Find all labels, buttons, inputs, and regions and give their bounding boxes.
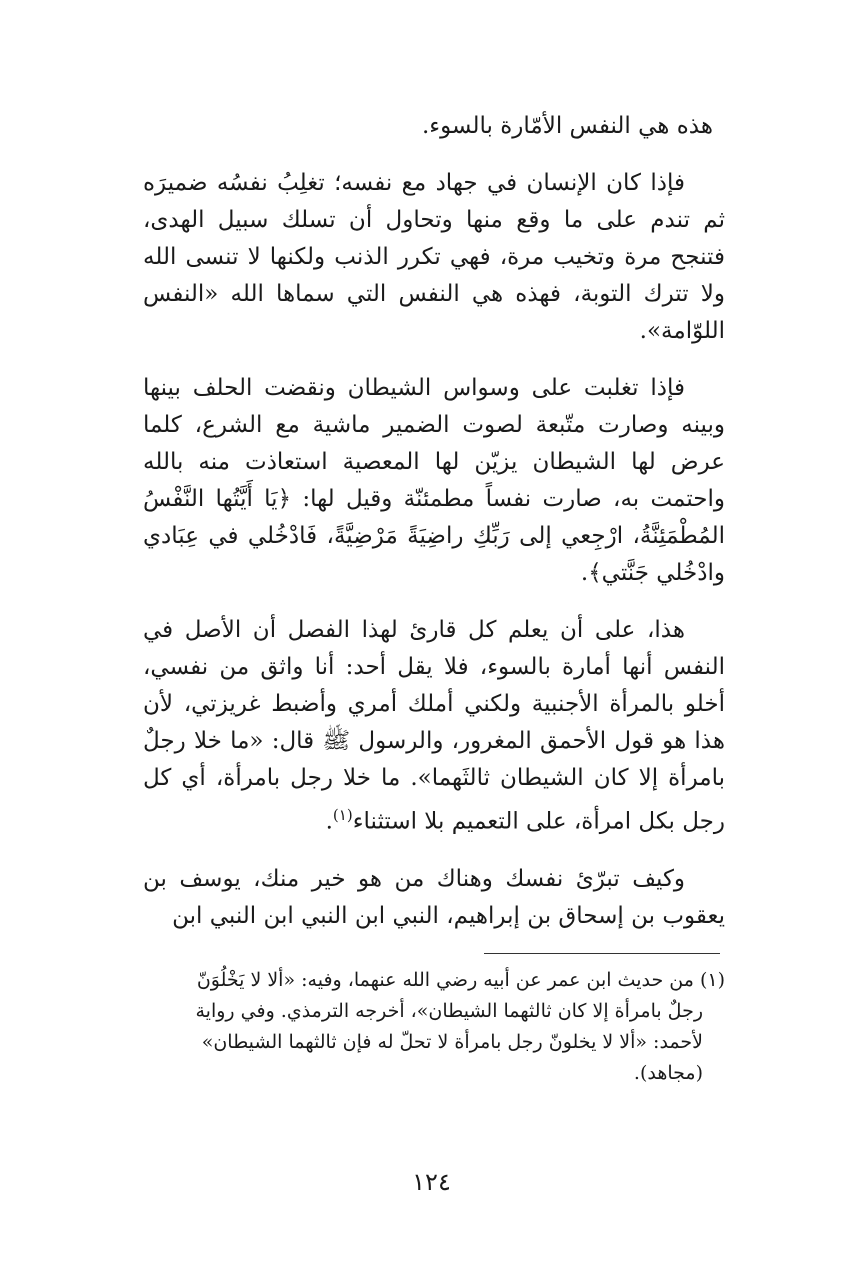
footnote bbox=[143, 965, 725, 1089]
footnote-line-2: رجلٌ بامرأة إلا كان ثالثهما الشيطان»، أخرجه الترمذي. وفي رواية bbox=[195, 1000, 703, 1022]
footnote-line-4: (مجاهد). bbox=[633, 1062, 703, 1084]
paragraph-5: وكيف تبرّئ نفسك وهناك من هو خير منك، يوسف بن يعقوب بن إسحاق بن إبراهيم، النبي ابن النبي ابن النبي ابن bbox=[143, 865, 725, 929]
page-body bbox=[143, 108, 725, 955]
footnote-reference[interactable]: (١) bbox=[332, 806, 353, 824]
footnote-line-3: لأحمد: «ألا لا يخلونّ رجل بامرأة لا تحلّ له فإن ثالثهما الشيطان» bbox=[201, 1031, 703, 1053]
footnote-separator bbox=[484, 953, 720, 954]
footnote-line-1: (١) من حديث ابن عمر عن أبيه رضي الله عنهما، وفيه: «ألا لا يَخْلُوَنّ bbox=[196, 969, 725, 991]
paragraph-4-text: هذا، على أن يعلم كل قارئ لهذا الفصل أن الأصل في النفس أنها أمارة بالسوء، فلا يقل أحد: أنا واثق من نفسي، أخلو بالمرأة الأجنبية ولكني أملك أمري وأضبط غريزتي، لأن هذا هو قول الأحمق المغرور، والرسول ﷺ قال: «ما خلا رجلٌ بامرأة إلا كان الشيطان ثالثَهما». ما خلا رجل بامرأة، أي كل رجل بكل امرأة، على التعميم بلا استثناء bbox=[143, 617, 725, 835]
page-number: ١٢٤ bbox=[412, 1168, 451, 1196]
paragraph-4-end: . bbox=[325, 808, 333, 835]
paragraph-4 bbox=[143, 612, 725, 841]
paragraph-2: فإذا كان الإنسان في جهاد مع نفسه؛ تغلِبُ نفسُه ضميرَه ثم تندم على ما وقع منها وتحاول أن تسلك سبيل الهدى، فتنجح مرة وتخيب مرة، فهي تكرر الذنب ولكنها لا تنسى الله ولا تترك التوبة، فهذه هي النفس التي سماها الله «النفس اللوّامة». bbox=[143, 170, 725, 344]
paragraph-1: هذه هي النفس الأمّارة بالسوء. bbox=[421, 113, 713, 139]
paragraph-3: فإذا تغلبت على وسواس الشيطان ونقضت الحلف بينها وبينه وصارت متّبعة لصوت الضمير ماشية مع الشرع، كلما عرض لها الشيطان يزيّن لها المعصية استعاذت منه بالله واحتمت به، صارت نفساً مطمئنّة وقيل لها: ﴿يَا أَيَّتُها النَّفْسُ المُطْمَئِنَّةُ، ارْجِعي إلى رَبِّكِ راضِيَةً مَرْضِيَّةً، فَادْخُلي في عِبَادي وادْخُلي جَنَّتي﴾. bbox=[143, 375, 725, 586]
